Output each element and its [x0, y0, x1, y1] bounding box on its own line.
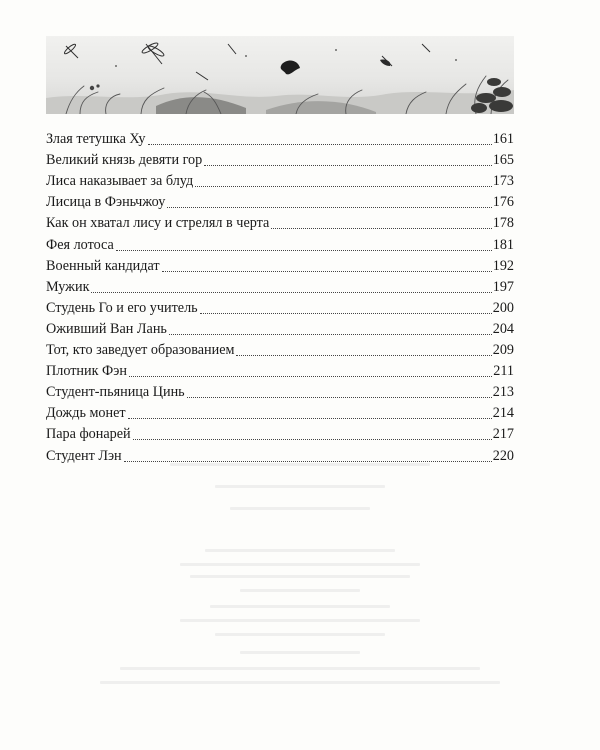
toc-entry[interactable] [46, 340, 514, 361]
toc-entry-title: Дождь монет [46, 405, 126, 422]
toc-entry-page: 220 [492, 447, 514, 464]
toc-entry[interactable] [46, 319, 514, 340]
toc-entry[interactable] [46, 129, 514, 150]
toc-entry-page: 161 [492, 131, 514, 148]
toc-entry-page: 200 [492, 299, 514, 316]
dot-leader [128, 417, 492, 419]
toc-entry-page: 214 [492, 405, 514, 422]
toc-entry[interactable] [46, 403, 514, 424]
toc-entry-page: 217 [492, 426, 514, 443]
toc-entry[interactable] [46, 171, 514, 192]
dot-leader [167, 206, 491, 208]
toc-entry-title: Студент-пьяница Цинь [46, 384, 185, 401]
toc-entry-title: Великий князь девяти гор [46, 152, 203, 169]
toc-entry-title: Лиса наказывает за блуд [46, 173, 194, 190]
toc-entry-title: Мужик [46, 278, 90, 295]
dot-leader [204, 164, 491, 166]
dot-leader [200, 312, 492, 314]
dot-leader [236, 354, 491, 356]
dot-leader [133, 438, 492, 440]
toc-entry[interactable] [46, 192, 514, 213]
toc-entry-title: Лисица в Фэньчжоу [46, 194, 166, 211]
dot-leader [91, 291, 491, 293]
dot-leader [148, 143, 492, 145]
toc-entry[interactable] [46, 361, 514, 382]
toc-entry-title: Оживший Ван Лань [46, 320, 167, 337]
page-show-through [0, 455, 600, 715]
toc-entry-page: 204 [492, 320, 514, 337]
toc-entry-page: 176 [492, 194, 514, 211]
toc-entry-page: 192 [492, 257, 514, 274]
toc-entry[interactable] [46, 298, 514, 319]
table-of-contents [46, 129, 514, 467]
dot-leader [169, 333, 492, 335]
toc-entry-title: Злая тетушка Ху [46, 131, 146, 148]
toc-entry-page: 173 [492, 173, 514, 190]
toc-entry[interactable] [46, 213, 514, 234]
toc-entry-page: 178 [492, 215, 514, 232]
dot-leader [116, 249, 492, 251]
toc-entry-page: 181 [492, 236, 514, 253]
toc-entry-page: 209 [492, 342, 514, 359]
toc-entry-title: Студент Лэн [46, 447, 122, 464]
toc-entry-title: Студень Го и его учитель [46, 299, 198, 316]
toc-entry[interactable] [46, 150, 514, 171]
toc-entry-page: 197 [492, 278, 514, 295]
toc-entry-title: Тот, кто заведует образованием [46, 342, 235, 359]
toc-entry-title: Военный кандидат [46, 257, 160, 274]
toc-entry[interactable] [46, 277, 514, 298]
dot-leader [187, 396, 492, 398]
toc-entry[interactable] [46, 382, 514, 403]
toc-entry-page: 165 [492, 152, 514, 169]
toc-entry-title: Фея лотоса [46, 236, 114, 253]
toc-entry-page: 213 [492, 384, 514, 401]
toc-entry[interactable] [46, 424, 514, 445]
header-illustration [46, 36, 514, 114]
toc-entry-title: Пара фонарей [46, 426, 131, 443]
dot-leader [129, 375, 492, 377]
dot-leader [162, 270, 492, 272]
dot-leader [271, 227, 491, 229]
toc-entry[interactable] [46, 256, 514, 277]
toc-entry[interactable] [46, 234, 514, 255]
toc-entry-title: Плотник Фэн [46, 363, 127, 380]
toc-entry-page: 211 [493, 363, 514, 380]
toc-entry-title: Как он хватал лису и стрелял в черта [46, 215, 270, 232]
dragonflies-and-grass-illustration-icon [46, 36, 514, 114]
dot-leader [195, 185, 492, 187]
